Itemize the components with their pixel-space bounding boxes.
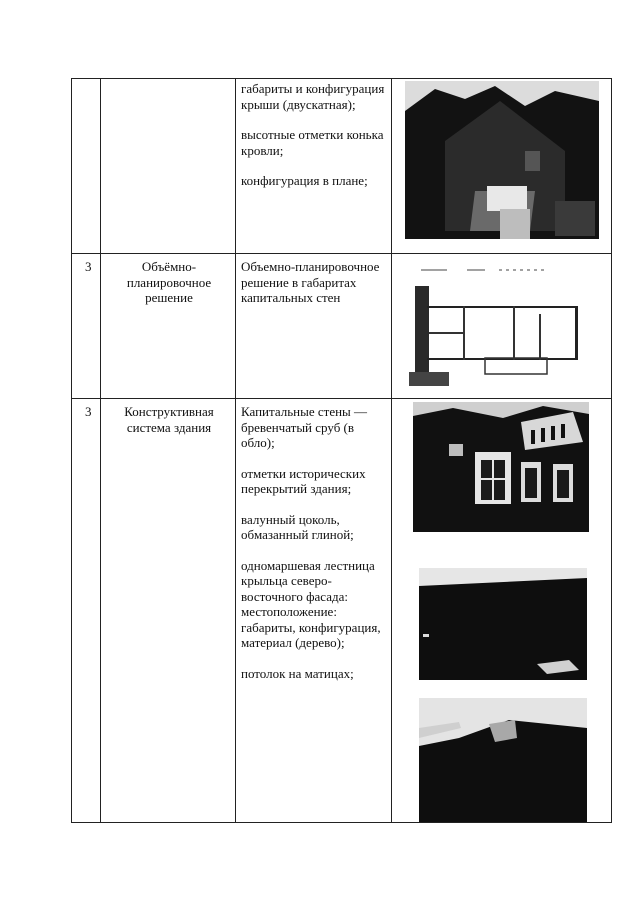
floor-plan-drawing xyxy=(407,262,603,388)
protection-subject-table xyxy=(71,78,612,823)
subject-text: Капитальные стены — бревенчатый сруб (в обло); xyxy=(241,404,368,450)
subject-text: высотные отметки конька кровли; xyxy=(241,127,384,158)
house-roof-photo xyxy=(405,81,599,239)
ceiling-photo xyxy=(419,698,587,822)
table-row xyxy=(241,81,389,204)
row-number: 3 xyxy=(85,259,92,274)
element-name: Объёмно-планировочное решение xyxy=(126,259,212,305)
subject-text: конфигурация в плане; xyxy=(241,173,368,188)
subject-text: потолок на матицах; xyxy=(241,665,354,681)
table-row-divider xyxy=(71,253,612,254)
table-row-divider xyxy=(71,398,612,399)
subject-text: Объемно-планировочное решение в габаритах капитальных стен xyxy=(241,259,380,305)
table-column-divider xyxy=(235,78,236,823)
house-facade-photo xyxy=(413,402,589,532)
table-row xyxy=(241,259,389,321)
subject-text: габариты и конфигурация крыши (двускатная); xyxy=(241,81,385,112)
subject-text: отметки исторических перекрытий здания; xyxy=(241,465,366,496)
subject-text: валунный цоколь, обмазанный глиной; xyxy=(241,511,354,542)
table-border-left xyxy=(71,78,72,823)
table-border-top xyxy=(71,78,612,79)
staircase-photo xyxy=(419,568,587,680)
table-column-divider xyxy=(391,78,392,823)
row-number: 3 xyxy=(85,404,92,419)
table-row xyxy=(241,404,389,696)
table-border-bottom xyxy=(71,822,612,823)
subject-text: одномаршевая лестница крыльца северо-восточного фасада: местоположение: габариты, конфигурация, материал (дерево); xyxy=(241,557,381,650)
element-name: Конструктивная система здания xyxy=(124,404,214,435)
table-column-divider xyxy=(100,78,101,823)
table-border-right xyxy=(611,78,612,823)
